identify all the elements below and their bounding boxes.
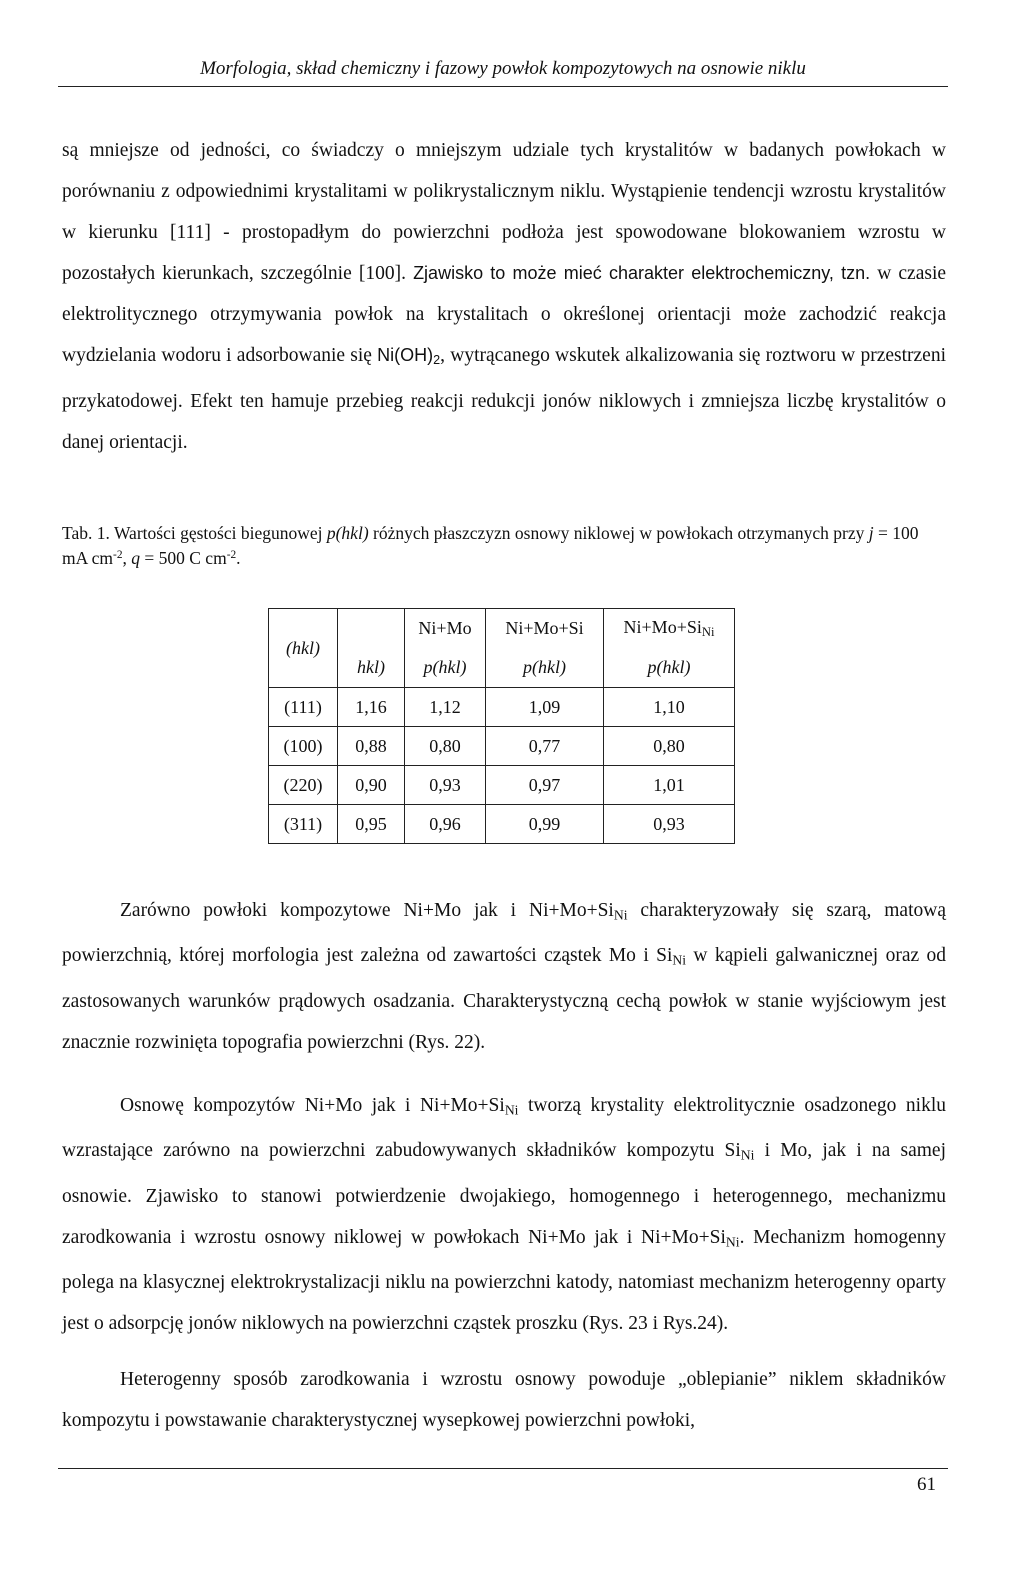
table-header-row-bottom (269, 648, 735, 688)
table-cell: 0,88 (338, 727, 405, 766)
header-nimosini: $Ni+Mo+Si_{Ni}$ (604, 609, 735, 649)
table-cell: 0,99 (486, 805, 604, 844)
paragraph-3: Osnowę kompozytów Ni+Mo jak i $Ni+Mo+Si_{Ni}$ tworzą krystality elektrolitycznie osadzonego niklu wzrastające zarówno na powierzchni zabudowywanych składników kompozytu $Si_{Ni}$ i Mo, jak i na samej osnowie. Zjawisko to stanowi potwierdzenie dwojakiego, homogennego i heterogennego, mechanizmu zarodkowania i wzrostu osnowy niklowej w powłokach Ni+Mo jak i $Ni+Mo+Si_{Ni}$. Mechanizm homogenny polega na klasycznej elektrokrystalizacji niklu na powierzchni katody, natomiast mechanizm heterogenny oparty jest o adsorpcję jonów niklowych na powierzchni cząstek proszku (Rys. 23 i Rys.24). (62, 1095, 947, 1335)
table-cell: (220) (269, 766, 338, 805)
paragraph-4: Heterogenny sposób zarodkowania i wzrostu osnowy powoduje „oblepianie” niklem składników kompozytu i powstawanie charakterystycznej wysepkowej powierzchni powłoki, (62, 1369, 946, 1431)
header-col1-bottom: hkl) (338, 648, 405, 688)
table-cell: 0,95 (338, 805, 405, 844)
table-cell: 0,97 (486, 766, 604, 805)
header-nimo-p: p(hkl) (405, 648, 486, 688)
formula-nioh2: $Ni(OH)_2$ (377, 345, 441, 368)
table-caption: Tab. 1. Wartości gęstości biegunowej p(hkl) różnych płaszczyzn osnowy niklowej w powłokach otrzymanych przy j = 100 mA $cm^{-2}$, q = 500 C $cm^{-2}$. (62, 523, 919, 568)
footer-divider (58, 1468, 948, 1469)
table-row (269, 727, 735, 766)
para1-text-b: Zjawisko to może mieć charakter elektrochemiczny, tzn. (413, 263, 871, 283)
header-nimosi-p: p(hkl) (486, 648, 604, 688)
table-row (269, 766, 735, 805)
header-col1-top (338, 609, 405, 649)
table-cell: 0,93 (604, 805, 735, 844)
header-divider (58, 86, 948, 87)
paragraph-1 (62, 130, 946, 463)
para1-text-d: , wytrącanego wskutek alkalizowania się roztworu w przestrzeni przykatodowej. Efekt ten hamuje przebieg reakcji redukcji jonów niklowych i zmniejsza liczbę krystalitów o danej orientacji. (62, 345, 946, 454)
pole-density-table (268, 608, 735, 844)
table-cell: (100) (269, 727, 338, 766)
table-cell: 1,09 (486, 688, 604, 727)
running-header: Morfologia, skład chemiczny i fazowy powłok kompozytowych na osnowie niklu (200, 58, 806, 79)
table-cell: 0,80 (604, 727, 735, 766)
header-nimosini-p: p(hkl) (604, 648, 735, 688)
header-nimo: Ni+Mo (405, 609, 486, 649)
table-cell: 1,12 (405, 688, 486, 727)
para1-text-c: w czasie elektrolitycznego otrzymywania powłok na krystalitach o określonej orientacji może zachodzić reakcja wydzielania wodoru i adsorbowanie się (62, 263, 947, 366)
table-cell: (111) (269, 688, 338, 727)
table-header-row-top (269, 609, 735, 649)
page-number: 61 (917, 1474, 936, 1495)
table-cell: 0,80 (405, 727, 486, 766)
table-cell: 0,90 (338, 766, 405, 805)
para1-text-a: są mniejsze od jedności, co świadczy o mniejszym udziale tych krystalitów w badanych powłokach w porównaniu z odpowiednimi krystalitami w polikrystalicznym niklu. Wystąpienie tendencji wzrostu krystalitów w kierunku [111] - prostopadłym do powierzchni podłoża jest spowodowane blokowaniem wzrostu w pozostałych kierunkach, szczególnie [100]. (62, 140, 946, 284)
header-hkl: (hkl) (269, 609, 338, 688)
table-row (269, 805, 735, 844)
paragraph-2: Zarówno powłoki kompozytowe Ni+Mo jak i $Ni+Mo+Si_{Ni}$ charakteryzowały się szarą, matową powierzchnią, której morfologia jest zależna od zawartości cząstek Mo i $Si_{Ni}$ w kąpieli galwanicznej oraz od zastosowanych warunków prądowych osadzania. Charakterystyczną cechą powłok w stanie wyjściowym jest znacznie rozwinięta topografia powierzchni (Rys. 22). (62, 900, 947, 1053)
header-nimosi: Ni+Mo+Si (486, 609, 604, 649)
table-row (269, 688, 735, 727)
table-cell: 1,01 (604, 766, 735, 805)
table-cell: 0,96 (405, 805, 486, 844)
table-cell: 1,16 (338, 688, 405, 727)
table-cell: (311) (269, 805, 338, 844)
table-cell: 1,10 (604, 688, 735, 727)
table-cell: 0,77 (486, 727, 604, 766)
table-cell: 0,93 (405, 766, 486, 805)
